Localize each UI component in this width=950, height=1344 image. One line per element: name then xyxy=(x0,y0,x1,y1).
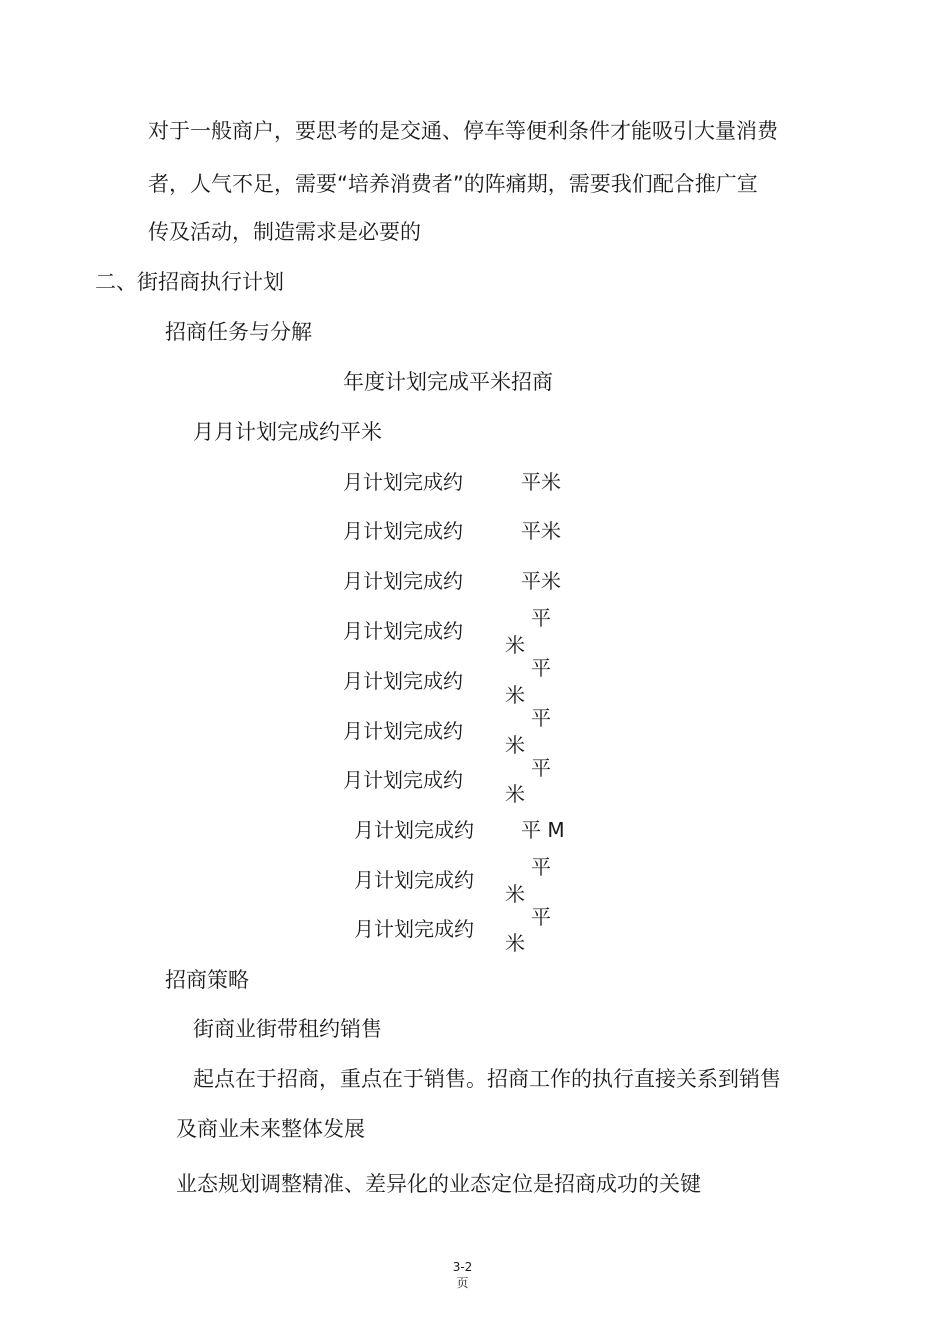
paragraph-line-1: 对于一般商户，要思考的是交通、停车等便利条件才能吸引大量消费 xyxy=(148,119,778,143)
month-row-unit-bottom: 米 xyxy=(505,782,525,806)
month-row-unit-bottom: 米 xyxy=(505,683,525,707)
month-row-unit: 平米 xyxy=(521,569,561,593)
strategy-last-line: 业态规划调整精准、差异化的业态定位是招商成功的关键 xyxy=(176,1172,701,1196)
month-row-label: 月计划完成约 xyxy=(343,719,463,743)
paragraph-line-2: 者，人气不足，需要“培养消费者”的阵痛期，需要我们配合推广宣 xyxy=(148,172,758,196)
annual-plan-line: 年度计划完成平米招商 xyxy=(343,370,553,394)
month-row-unit-bottom: 米 xyxy=(505,882,525,906)
strategy-paragraph-line-1: 起点在于招商，重点在于销售。招商工作的执行直接关系到销售 xyxy=(193,1067,781,1091)
strategy-paragraph-line-2: 及商业未来整体发展 xyxy=(176,1117,365,1141)
month-row-label: 月计划完成约 xyxy=(343,669,463,693)
page-label: 页 xyxy=(456,1276,469,1290)
month-row-unit-top: 平 xyxy=(531,905,551,929)
month-row-label: 月计划完成约 xyxy=(343,470,463,494)
section-heading: 二、街招商执行计划 xyxy=(95,270,284,294)
month-row-unit: 平 M xyxy=(521,818,565,842)
month-row-unit: 平米 xyxy=(521,470,561,494)
month-row-unit-top: 平 xyxy=(531,756,551,780)
month-row-unit-bottom: 米 xyxy=(505,633,525,657)
month-row-label: 月计划完成约 xyxy=(343,569,463,593)
month-row-unit-top: 平 xyxy=(531,606,551,630)
month-row-unit-bottom: 米 xyxy=(505,733,525,757)
page-number: 3-2 xyxy=(452,1260,473,1274)
section-subheading: 招商任务与分解 xyxy=(165,320,312,344)
month-row-label: 月计划完成约 xyxy=(354,917,474,941)
month-row-label: 月计划完成约 xyxy=(343,768,463,792)
month-row-unit-bottom-clip xyxy=(505,931,531,955)
month-summary-line: 月月计划完成约平米 xyxy=(193,420,382,444)
strategy-heading: 招商策略 xyxy=(165,968,249,992)
month-row-unit-top: 平 xyxy=(531,656,551,680)
strategy-subheading: 街商业街带租约销售 xyxy=(193,1017,382,1041)
paragraph-line-3: 传及活动，制造需求是必要的 xyxy=(148,220,421,244)
month-row-unit-top: 平 xyxy=(531,706,551,730)
month-row-label: 月计划完成约 xyxy=(354,818,474,842)
month-row-label: 月计划完成约 xyxy=(343,619,463,643)
month-row-unit: 平米 xyxy=(521,519,561,543)
month-row-label: 月计划完成约 xyxy=(354,868,474,892)
month-row-unit-top: 平 xyxy=(531,855,551,879)
month-row-label: 月计划完成约 xyxy=(343,519,463,543)
month-row-unit-bottom: 米 xyxy=(505,931,525,955)
